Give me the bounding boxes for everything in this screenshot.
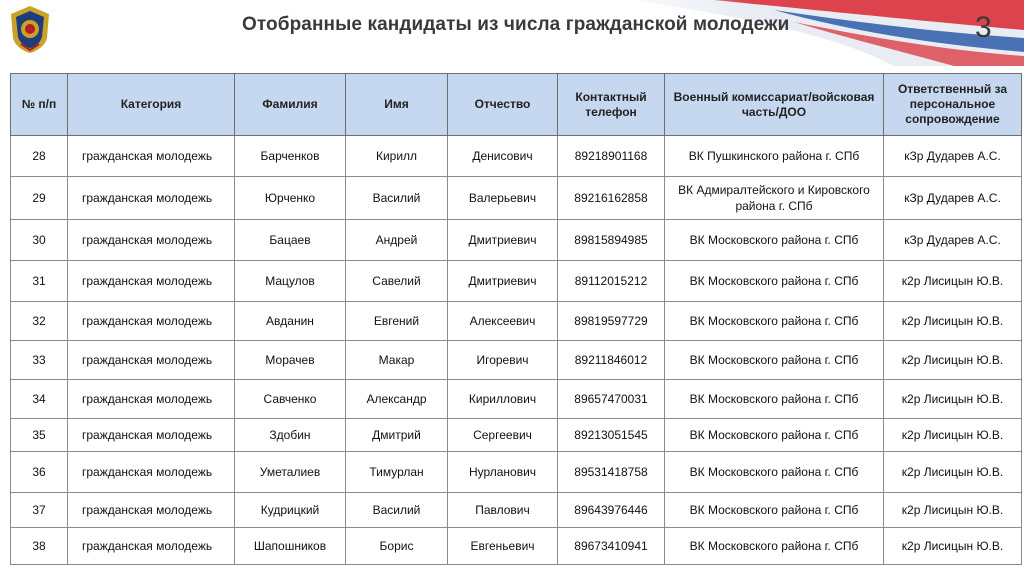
- cell-phone: 89211846012: [558, 341, 665, 380]
- cell-patronymic: Евгеньевич: [448, 528, 558, 565]
- cell-name: Василий: [346, 493, 448, 528]
- cell-phone: 89673410941: [558, 528, 665, 565]
- cell-category: гражданская молодежь: [68, 261, 235, 302]
- cell-commissariat: ВК Московского района г. СПб: [665, 452, 884, 493]
- cell-phone: 89213051545: [558, 419, 665, 452]
- cell-phone: 89216162858: [558, 177, 665, 220]
- column-header-commissariat: Военный комиссариат/войсковая часть/ДОО: [665, 74, 884, 136]
- cell-responsible: к2р Лисицын Ю.В.: [884, 452, 1022, 493]
- cell-patronymic: Дмитриевич: [448, 220, 558, 261]
- cell-patronymic: Кириллович: [448, 380, 558, 419]
- cell-patronymic: Дмитриевич: [448, 261, 558, 302]
- cell-surname: Уметалиев: [235, 452, 346, 493]
- cell-surname: Здобин: [235, 419, 346, 452]
- cell-name: Кирилл: [346, 136, 448, 177]
- table-row: [11, 380, 1022, 419]
- table-row: [11, 302, 1022, 341]
- cell-name: Андрей: [346, 220, 448, 261]
- slide-header: [0, 0, 1024, 66]
- emblem-icon: [7, 4, 53, 54]
- cell-category: гражданская молодежь: [68, 177, 235, 220]
- cell-patronymic: Валерьевич: [448, 177, 558, 220]
- cell-category: гражданская молодежь: [68, 302, 235, 341]
- table-row: [11, 493, 1022, 528]
- cell-number: 37: [11, 493, 68, 528]
- column-header-phone: Контактный телефон: [558, 74, 665, 136]
- cell-number: 32: [11, 302, 68, 341]
- cell-number: 35: [11, 419, 68, 452]
- cell-number: 34: [11, 380, 68, 419]
- cell-responsible: к2р Лисицын Ю.В.: [884, 493, 1022, 528]
- cell-name: Савелий: [346, 261, 448, 302]
- cell-name: Василий: [346, 177, 448, 220]
- cell-number: 29: [11, 177, 68, 220]
- cell-commissariat: ВК Пушкинского района г. СПб: [665, 136, 884, 177]
- cell-commissariat: ВК Московского района г. СПб: [665, 419, 884, 452]
- cell-category: гражданская молодежь: [68, 528, 235, 565]
- cell-number: 31: [11, 261, 68, 302]
- cell-category: гражданская молодежь: [68, 419, 235, 452]
- cell-commissariat: ВК Московского района г. СПб: [665, 220, 884, 261]
- cell-responsible: к2р Лисицын Ю.В.: [884, 380, 1022, 419]
- cell-surname: Шапошников: [235, 528, 346, 565]
- cell-surname: Юрченко: [235, 177, 346, 220]
- table-header-row: [11, 74, 1022, 136]
- cell-commissariat: ВК Московского района г. СПб: [665, 493, 884, 528]
- cell-phone: 89819597729: [558, 302, 665, 341]
- cell-number: 36: [11, 452, 68, 493]
- cell-category: гражданская молодежь: [68, 380, 235, 419]
- cell-name: Тимурлан: [346, 452, 448, 493]
- column-header-category: Категория: [68, 74, 235, 136]
- table-row: [11, 220, 1022, 261]
- cell-surname: Авданин: [235, 302, 346, 341]
- cell-commissariat: ВК Адмиралтейского и Кировского района г. СПб: [665, 177, 884, 220]
- cell-surname: Савченко: [235, 380, 346, 419]
- cell-commissariat: ВК Московского района г. СПб: [665, 261, 884, 302]
- cell-name: Александр: [346, 380, 448, 419]
- cell-patronymic: Алексеевич: [448, 302, 558, 341]
- cell-number: 28: [11, 136, 68, 177]
- column-header-number: № п/п: [11, 74, 68, 136]
- table-row: [11, 136, 1022, 177]
- cell-name: Евгений: [346, 302, 448, 341]
- cell-patronymic: Павлович: [448, 493, 558, 528]
- cell-surname: Бацаев: [235, 220, 346, 261]
- cell-number: 38: [11, 528, 68, 565]
- cell-phone: 89643976446: [558, 493, 665, 528]
- cell-phone: 89112015212: [558, 261, 665, 302]
- cell-category: гражданская молодежь: [68, 341, 235, 380]
- cell-responsible: кЗр Дударев А.С.: [884, 136, 1022, 177]
- table-row: [11, 177, 1022, 220]
- cell-commissariat: ВК Московского района г. СПб: [665, 302, 884, 341]
- page-title: Отобранные кандидаты из числа гражданской молодежи: [242, 14, 790, 35]
- cell-patronymic: Денисович: [448, 136, 558, 177]
- cell-commissariat: ВК Московского района г. СПб: [665, 341, 884, 380]
- cell-number: 33: [11, 341, 68, 380]
- cell-name: Макар: [346, 341, 448, 380]
- cell-responsible: к2р Лисицын Ю.В.: [884, 302, 1022, 341]
- cell-responsible: кЗр Дударев А.С.: [884, 220, 1022, 261]
- table-row: [11, 419, 1022, 452]
- cell-category: гражданская молодежь: [68, 220, 235, 261]
- cell-commissariat: ВК Московского района г. СПб: [665, 380, 884, 419]
- table-row: [11, 528, 1022, 565]
- cell-number: 30: [11, 220, 68, 261]
- table-row: [11, 261, 1022, 302]
- cell-responsible: к2р Лисицын Ю.В.: [884, 419, 1022, 452]
- cell-responsible: к2р Лисицын Ю.В.: [884, 341, 1022, 380]
- column-header-surname: Фамилия: [235, 74, 346, 136]
- cell-patronymic: Игоревич: [448, 341, 558, 380]
- cell-responsible: кЗр Дударев А.С.: [884, 177, 1022, 220]
- cell-category: гражданская молодежь: [68, 136, 235, 177]
- cell-responsible: к2р Лисицын Ю.В.: [884, 261, 1022, 302]
- cell-responsible: к2р Лисицын Ю.В.: [884, 528, 1022, 565]
- column-header-patronymic: Отчество: [448, 74, 558, 136]
- cell-surname: Кудрицкий: [235, 493, 346, 528]
- cell-surname: Мацулов: [235, 261, 346, 302]
- cell-patronymic: Нурланович: [448, 452, 558, 493]
- cell-patronymic: Сергеевич: [448, 419, 558, 452]
- cell-category: гражданская молодежь: [68, 493, 235, 528]
- cell-commissariat: ВК Московского района г. СПб: [665, 528, 884, 565]
- candidates-table-container: [10, 73, 1021, 565]
- cell-category: гражданская молодежь: [68, 452, 235, 493]
- cell-name: Дмитрий: [346, 419, 448, 452]
- cell-phone: 89531418758: [558, 452, 665, 493]
- cell-surname: Морачев: [235, 341, 346, 380]
- cell-name: Борис: [346, 528, 448, 565]
- page-number: 3: [975, 11, 992, 44]
- cell-phone: 89815894985: [558, 220, 665, 261]
- table-row: [11, 341, 1022, 380]
- column-header-name: Имя: [346, 74, 448, 136]
- candidates-table: [10, 73, 1022, 565]
- cell-surname: Барченков: [235, 136, 346, 177]
- cell-phone: 89657470031: [558, 380, 665, 419]
- column-header-responsible: Ответственный за персональное сопровождение: [884, 74, 1022, 136]
- table-row: [11, 452, 1022, 493]
- cell-phone: 89218901168: [558, 136, 665, 177]
